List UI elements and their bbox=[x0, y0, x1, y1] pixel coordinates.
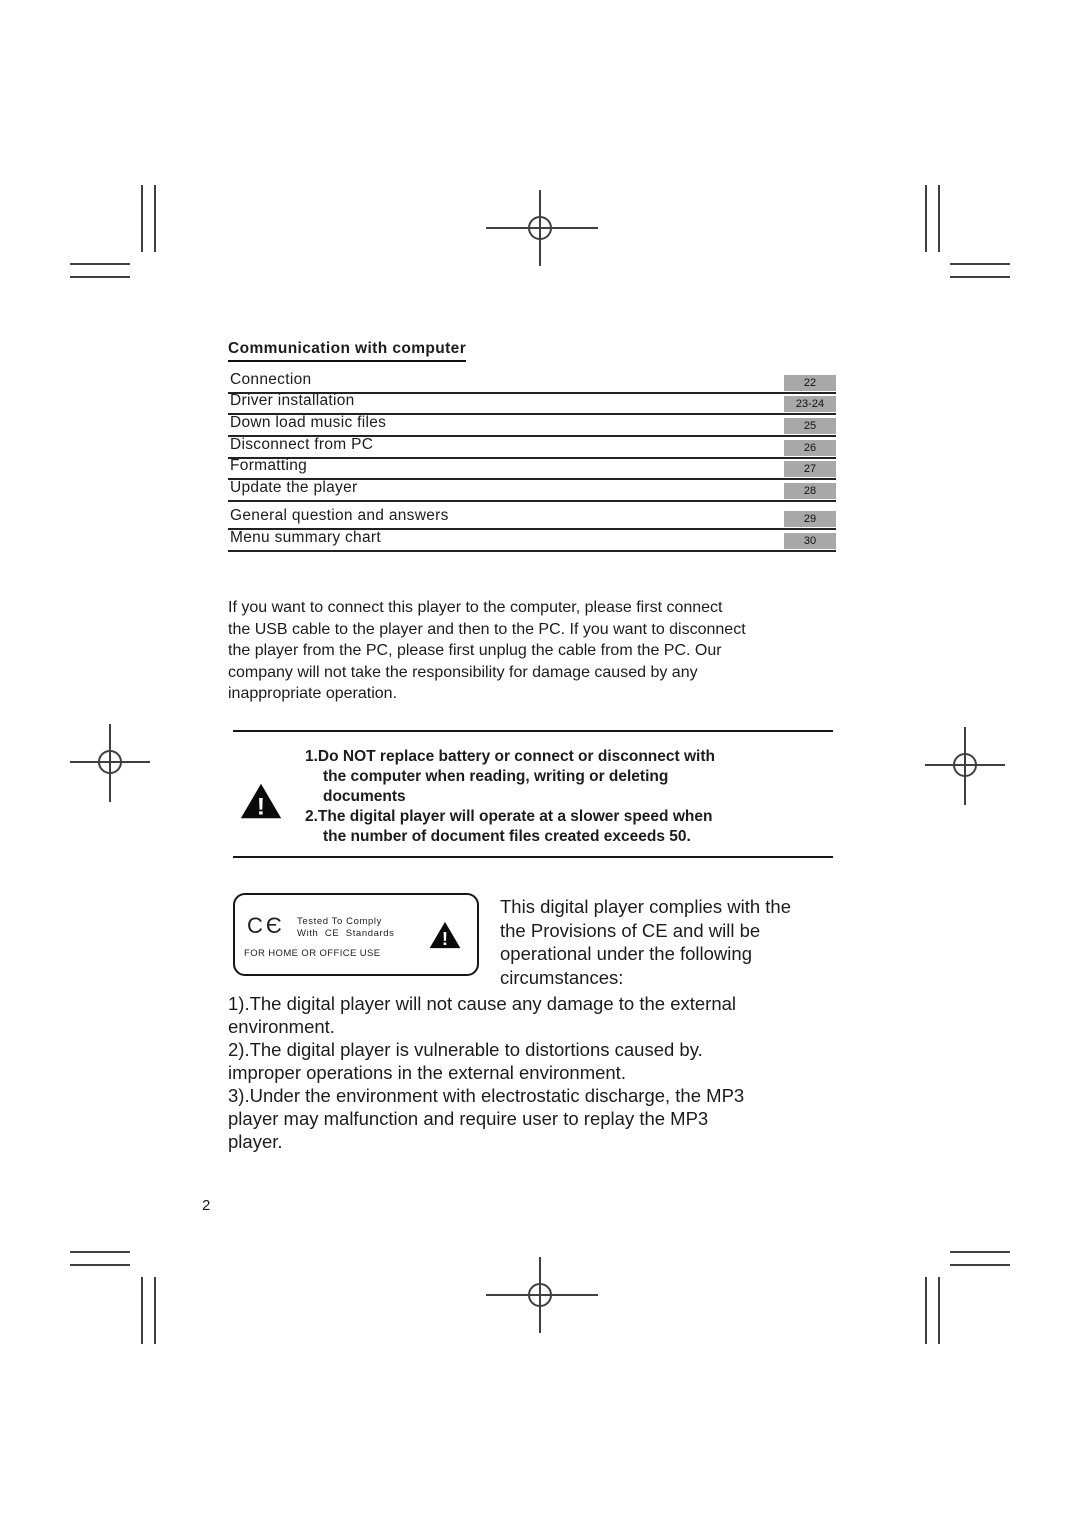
toc-row bbox=[228, 437, 836, 459]
crop-mark bbox=[70, 276, 130, 278]
crop-mark bbox=[154, 185, 156, 252]
paragraph-line: 1).The digital player will not cause any damage to the external bbox=[228, 993, 737, 1014]
crop-mark bbox=[154, 1277, 156, 1344]
paragraph-line: 3).Under the environment with electrostatic discharge, the MP3 bbox=[228, 1085, 745, 1106]
toc-page-number: 27 bbox=[784, 461, 836, 477]
crop-mark bbox=[950, 276, 1010, 278]
svg-text:!: ! bbox=[256, 793, 266, 820]
toc-page-number: 29 bbox=[784, 511, 836, 527]
crop-mark bbox=[938, 1277, 940, 1344]
crop-mark bbox=[950, 263, 1010, 265]
ce-compliance-box bbox=[233, 893, 479, 976]
toc-row bbox=[228, 530, 836, 552]
ce-statement-line: circumstances: bbox=[500, 966, 624, 988]
ce-home-office-text: FOR HOME OR OFFICE USE bbox=[244, 948, 381, 959]
toc-item-label: Update the player bbox=[230, 479, 358, 497]
crop-mark bbox=[141, 1277, 143, 1344]
toc-row bbox=[228, 394, 836, 416]
warning-line: the number of document files created exceeds 50. bbox=[323, 828, 691, 845]
paragraph-line: player may malfunction and require user to replay the MP3 bbox=[228, 1108, 709, 1129]
warning-line: 1.Do NOT replace battery or connect or disconnect with bbox=[305, 748, 715, 765]
page-number: 2 bbox=[202, 1197, 211, 1214]
toc-page-number: 22 bbox=[784, 375, 836, 391]
ce-statement-line: the Provisions of CE and will be bbox=[500, 919, 761, 941]
toc-item-label: Down load music files bbox=[230, 414, 387, 432]
toc bbox=[228, 372, 836, 552]
toc-row bbox=[228, 415, 836, 437]
warning-icon bbox=[240, 782, 282, 820]
toc-row bbox=[228, 459, 836, 481]
paragraph-line: 2).The digital player is vulnerable to distortions caused by. bbox=[228, 1039, 703, 1060]
crop-mark bbox=[925, 1277, 927, 1344]
intro-line: company will not take the responsibility for damage caused by any bbox=[228, 663, 698, 681]
ce-tested-text: With CE Standards bbox=[297, 928, 395, 939]
crop-mark bbox=[950, 1251, 1010, 1253]
ce-mark-icon: CЄ bbox=[247, 913, 285, 938]
toc-item-label: Menu summary chart bbox=[230, 528, 381, 546]
intro-line: If you want to connect this player to the computer, please first connect bbox=[228, 599, 723, 616]
toc-row bbox=[228, 372, 836, 394]
registration-crosshair-icon bbox=[925, 727, 1005, 805]
toc-row bbox=[228, 508, 836, 530]
intro-line: the player from the PC, please first unplug the cable from the PC. Our bbox=[228, 642, 722, 659]
toc-item-label: Formatting bbox=[230, 457, 308, 475]
registration-crosshair-icon bbox=[70, 724, 150, 802]
ce-tested-text: Tested To Comply bbox=[297, 916, 382, 927]
crop-mark bbox=[938, 185, 940, 252]
warning-text bbox=[305, 747, 850, 847]
crop-mark bbox=[70, 1264, 130, 1266]
intro-line: the USB cable to the player and then to the PC. If you want to disconnect bbox=[228, 620, 746, 638]
paragraph-line: improper operations in the external environment. bbox=[228, 1062, 626, 1083]
ce-statement bbox=[500, 895, 791, 989]
toc-page-number: 23-24 bbox=[784, 396, 836, 412]
warning-icon bbox=[429, 920, 461, 950]
toc-page-number: 28 bbox=[784, 483, 836, 499]
crop-mark bbox=[70, 1251, 130, 1253]
warning-line: documents bbox=[323, 788, 406, 805]
divider bbox=[233, 856, 833, 858]
body-paragraphs bbox=[228, 992, 888, 1153]
toc-page-number: 25 bbox=[784, 418, 836, 434]
intro-line: inappropriate operation. bbox=[228, 685, 398, 702]
divider bbox=[233, 730, 833, 732]
warning-line: the computer when reading, writing or deleting bbox=[323, 768, 669, 785]
registration-crosshair-icon bbox=[478, 1257, 602, 1333]
toc-page-number: 26 bbox=[784, 440, 836, 456]
paragraph-line: environment. bbox=[228, 1016, 335, 1037]
crop-mark bbox=[141, 185, 143, 252]
toc-item-label: Connection bbox=[230, 370, 312, 388]
crop-mark bbox=[950, 1264, 1010, 1266]
toc-item-label: Driver installation bbox=[230, 392, 355, 410]
section-heading: Communication with computer bbox=[228, 340, 466, 362]
paragraph-line: player. bbox=[228, 1131, 283, 1152]
ce-statement-line: This digital player complies with the bbox=[500, 896, 791, 917]
warning-line: 2.The digital player will operate at a slower speed when bbox=[305, 808, 713, 825]
crop-mark bbox=[925, 185, 927, 252]
toc-item-label: Disconnect from PC bbox=[230, 435, 374, 453]
crop-mark bbox=[70, 263, 130, 265]
svg-text:!: ! bbox=[441, 928, 449, 950]
intro-paragraph bbox=[228, 597, 888, 705]
toc-page-number: 30 bbox=[784, 533, 836, 549]
ce-statement-line: operational under the following bbox=[500, 943, 752, 964]
toc-item-label: General question and answers bbox=[230, 506, 449, 524]
toc-row bbox=[228, 480, 836, 502]
registration-crosshair-icon bbox=[478, 190, 602, 266]
